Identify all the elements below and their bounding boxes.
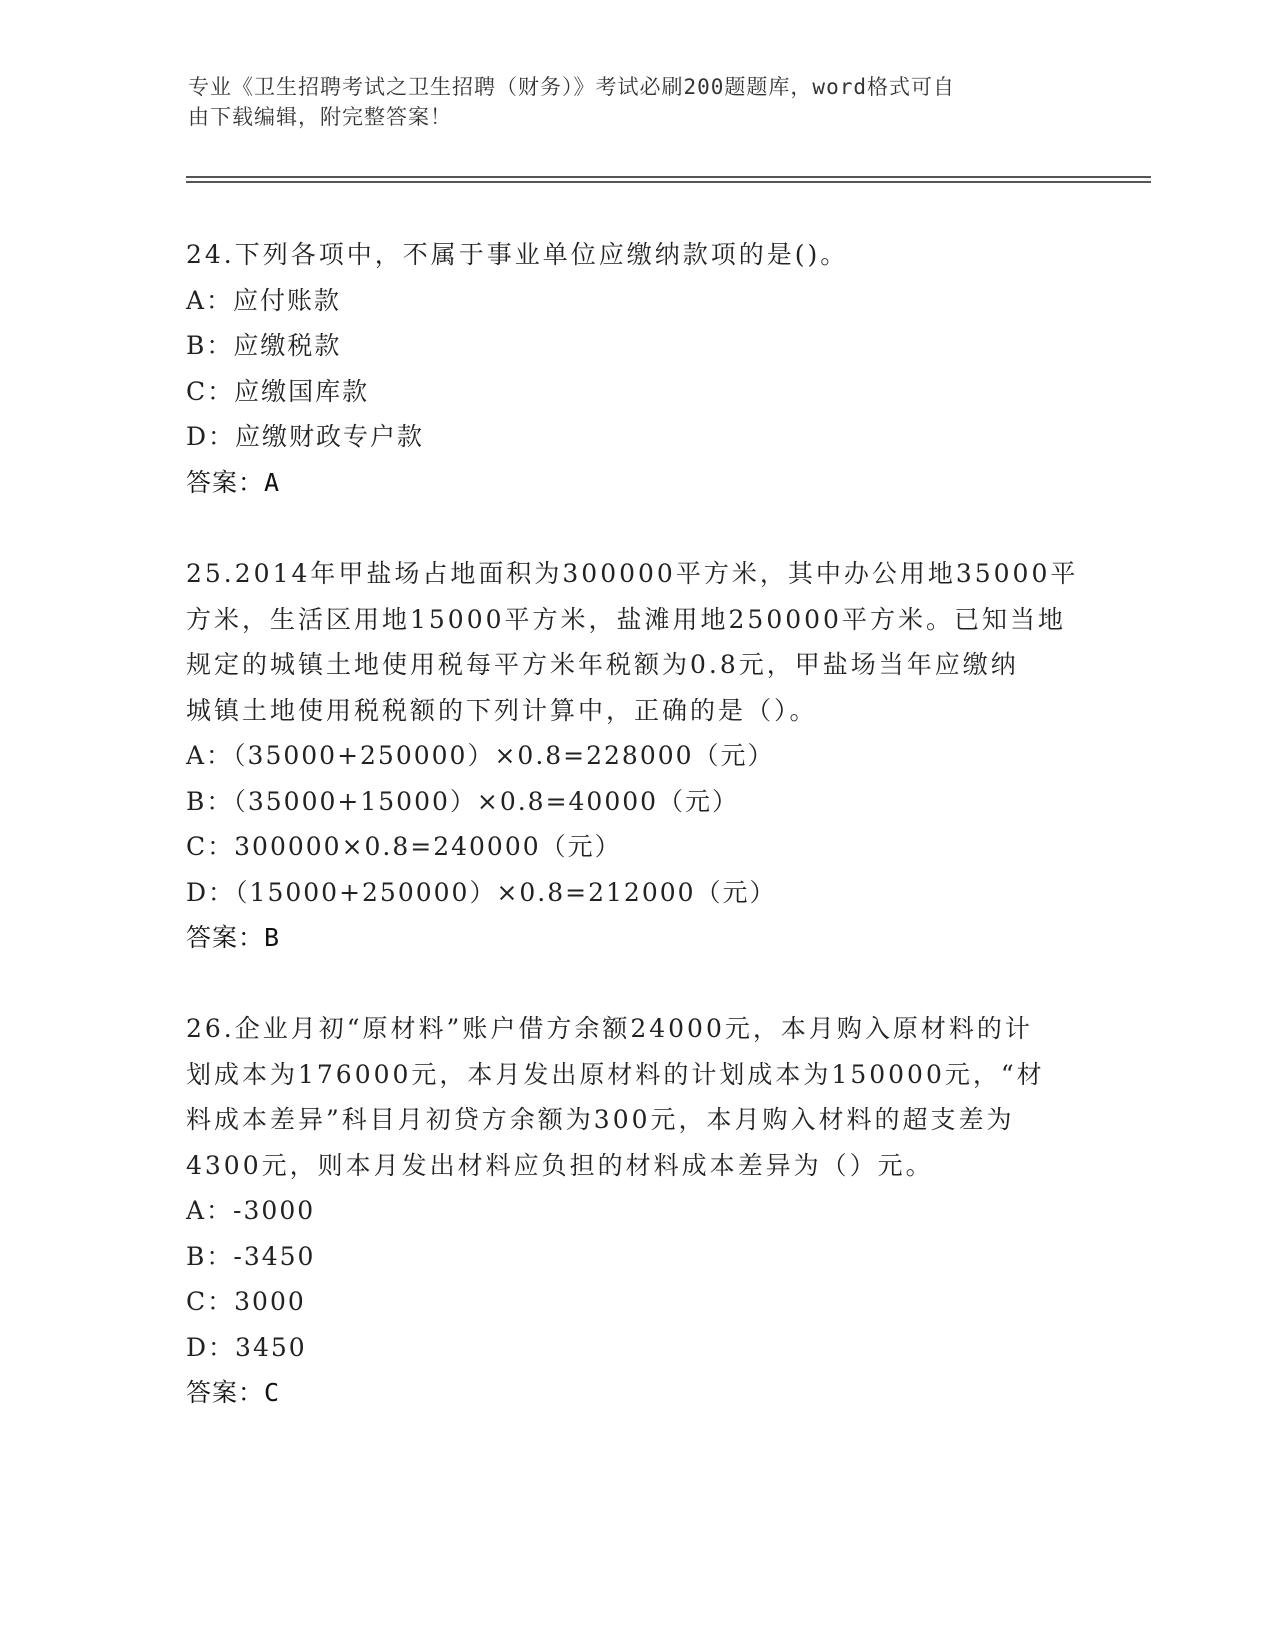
question-stem-line: 划成本为176000元，本月发出原材料的计划成本为150000元，“材: [186, 1059, 1045, 1089]
question-stem-line: 规定的城镇土地使用税每平方米年税额为0.8元，甲盐场当年应缴纳: [186, 650, 1019, 679]
question-26: [186, 1006, 1086, 1416]
option-a: A：-3000: [186, 1196, 316, 1225]
answer-label: 答案：B: [186, 923, 281, 952]
question-stem-line: 25.2014年甲盐场占地面积为300000平方米，其中办公用地35000平: [186, 559, 1079, 588]
question-24: [186, 232, 1086, 505]
header-divider-bottom: [186, 181, 1151, 183]
option-c: C：3000: [186, 1287, 306, 1316]
question-stem-line: 方米，生活区用地15000平方米，盐滩用地250000平方米。已知当地: [186, 604, 1066, 634]
option-c: C：应缴国库款: [186, 376, 370, 406]
document-header: [188, 72, 1068, 132]
option-b: B：（35000+15000）×0.8=40000（元）: [186, 786, 740, 816]
option-b: B：应缴税款: [186, 331, 342, 360]
answer-label: 答案：C: [186, 1378, 281, 1407]
question-stem-line: 26.企业月初“原材料”账户借方余额24000元，本月购入原材料的计: [186, 1014, 1033, 1043]
option-a: A：（35000+250000）×0.8=228000（元）: [186, 741, 775, 770]
option-d: D：（15000+250000）×0.8=212000（元）: [186, 877, 777, 907]
header-divider-top: [186, 176, 1151, 178]
option-a: A：应付账款: [186, 285, 342, 315]
header-line-2: 由下载编辑，附完整答案！: [188, 105, 452, 129]
option-d: D：应缴财政专户款: [186, 422, 425, 451]
question-stem-line: 料成本差异”科目月初贷方余额为300元，本月购入材料的超支差为: [186, 1105, 1015, 1134]
question-stem-line: 城镇土地使用税税额的下列计算中，正确的是（）。: [186, 695, 818, 725]
question-stem-line: 4300元，则本月发出材料应负担的材料成本差异为（）元。: [186, 1150, 934, 1180]
question-stem-line: 24.下列各项中，不属于事业单位应缴纳款项的是()。: [186, 240, 849, 269]
question-25: [186, 551, 1086, 961]
answer-label: 答案：A: [186, 467, 281, 497]
header-line-1: 专业《卫生招聘考试之卫生招聘（财务）》考试必刷200题题库，word格式可自: [188, 75, 955, 99]
option-c: C：300000×0.8=240000（元）: [186, 832, 622, 861]
option-b: B：-3450: [186, 1241, 316, 1271]
option-d: D：3450: [186, 1332, 307, 1362]
